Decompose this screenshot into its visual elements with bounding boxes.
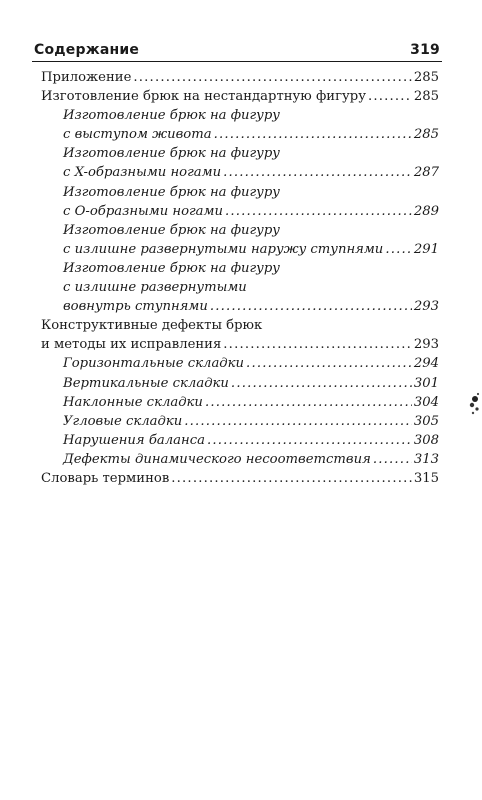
- toc-line-with-page: [41, 125, 439, 144]
- toc-line-with-page: [41, 374, 439, 393]
- toc-entry-title: и методы их исправления: [41, 337, 222, 353]
- toc-entry: [41, 259, 439, 316]
- toc-entry: [41, 412, 439, 431]
- toc-line-with-page: [41, 393, 439, 412]
- running-head: [34, 38, 440, 58]
- toc-line-with-page: [41, 87, 439, 106]
- toc-entry-title: Конструктивные дефекты брюк: [41, 318, 263, 334]
- toc-line: [41, 278, 439, 297]
- toc-entry: [41, 450, 439, 469]
- toc-entry: [41, 393, 439, 412]
- toc-entry: [41, 316, 439, 354]
- toc-page-number: 285: [413, 127, 439, 143]
- toc-line-with-page: [41, 163, 439, 182]
- toc-entry-title: Изготовление брюк на фигуру: [63, 146, 280, 162]
- toc-page-number: 293: [413, 299, 439, 315]
- toc-entry-title: Изготовление брюк на фигуру: [63, 184, 280, 200]
- toc-page-number: 287: [413, 165, 439, 181]
- toc-page-number: 285: [413, 89, 439, 105]
- dot-leader: [214, 125, 412, 144]
- toc-page-number: 301: [413, 375, 439, 391]
- dot-leader: [184, 412, 412, 431]
- toc-entry-title: с выступом живота: [63, 127, 212, 143]
- toc-line: [41, 221, 439, 240]
- dot-leader: [246, 354, 412, 373]
- toc-entry-title: Угловые складки: [63, 413, 183, 429]
- toc-line-with-page: [41, 68, 439, 87]
- toc-line-with-page: [41, 240, 439, 259]
- toc-line-with-page: [41, 354, 439, 373]
- toc-entry-title: Изготовление брюк на фигуру: [63, 222, 280, 238]
- dot-leader: [231, 374, 412, 393]
- print-speck: [464, 385, 482, 425]
- toc-entry-title: Дефекты динамического несоответствия: [63, 451, 371, 467]
- toc-entry: [41, 221, 439, 259]
- toc-page-number: 304: [413, 394, 439, 410]
- toc-entry: [41, 469, 439, 488]
- toc-entry-title: вовнутрь ступнями: [63, 299, 208, 315]
- dot-leader: [385, 240, 412, 259]
- toc-entry: [41, 144, 439, 182]
- toc-entry: [41, 183, 439, 221]
- dot-leader: [210, 297, 412, 316]
- dot-leader: [133, 68, 411, 87]
- toc-entry-title: Нарушения баланса: [63, 432, 205, 448]
- dot-leader: [207, 431, 412, 450]
- toc-entry-title: Наклонные складки: [63, 394, 203, 410]
- toc-page-number: 289: [413, 203, 439, 219]
- toc-entry-title: с X-образными ногами: [63, 165, 222, 181]
- toc-line: [41, 259, 439, 278]
- toc-entry-title: Изготовление брюк на нестандартную фигуру: [41, 89, 366, 105]
- toc-entry-title: Горизонтальные складки: [63, 356, 245, 372]
- section-title: Содержание: [34, 42, 140, 58]
- toc-line: [41, 106, 439, 125]
- toc-page-number: 305: [413, 413, 439, 429]
- toc-line-with-page: [41, 202, 439, 221]
- toc-line-with-page: [41, 297, 439, 316]
- toc-line-with-page: [41, 412, 439, 431]
- toc-entry-title: с О-образными ногами: [63, 203, 223, 219]
- toc-page-number: 315: [413, 470, 439, 486]
- toc-line: [41, 183, 439, 202]
- dot-leader: [171, 469, 412, 488]
- toc-page-number: 291: [413, 241, 439, 257]
- toc-line-with-page: [41, 450, 439, 469]
- toc-entry: [41, 431, 439, 450]
- header-rule: [32, 61, 442, 62]
- toc-entry: [41, 354, 439, 373]
- toc-page-number: 293: [413, 337, 439, 353]
- toc-page-number: 294: [413, 356, 439, 372]
- toc-entry-title: Словарь терминов: [41, 470, 170, 486]
- dot-leader: [373, 450, 412, 469]
- dot-leader: [368, 87, 412, 106]
- toc-entry-title: с излишне развернутыми наружу ступнями: [63, 241, 384, 257]
- dot-leader: [225, 202, 412, 221]
- table-of-contents: [41, 68, 439, 488]
- toc-entry: [41, 106, 439, 144]
- toc-line-with-page: [41, 469, 439, 488]
- toc-entry-title: с излишне развернутыми: [63, 280, 247, 296]
- dot-leader: [205, 393, 412, 412]
- toc-entry: [41, 87, 439, 106]
- toc-page-number: 308: [413, 432, 439, 448]
- toc-entry: [41, 374, 439, 393]
- toc-page-number: 313: [413, 451, 439, 467]
- dot-leader: [223, 163, 412, 182]
- toc-entry-title: Изготовление брюк на фигуру: [63, 108, 280, 124]
- toc-entry: [41, 68, 439, 87]
- toc-line: [41, 316, 439, 335]
- toc-entry-title: Изготовление брюк на фигуру: [63, 260, 280, 276]
- toc-page-number: 285: [413, 70, 439, 85]
- dot-leader: [223, 335, 412, 354]
- toc-line-with-page: [41, 431, 439, 450]
- toc-line-with-page: [41, 335, 439, 354]
- toc-entry-title: Приложение: [41, 70, 132, 85]
- page-number: 319: [410, 42, 440, 58]
- toc-entry-title: Вертикальные складки: [63, 375, 229, 391]
- toc-line: [41, 144, 439, 163]
